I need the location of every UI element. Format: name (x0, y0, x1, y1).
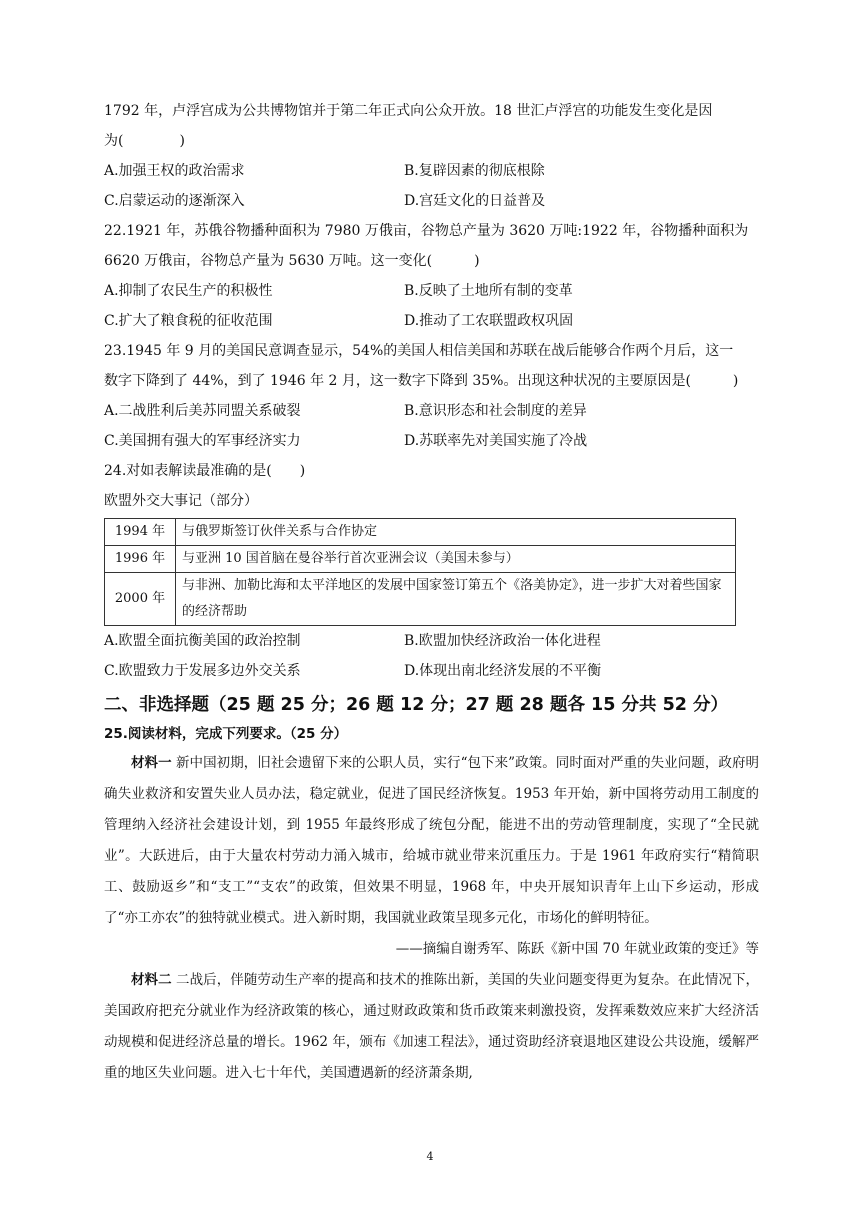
q24-option-b: B.欧盟加快经济政治一体化进程 (404, 633, 601, 649)
table-row (105, 573, 736, 626)
q24-option-d: D.体现出南北经济发展的不平衡 (404, 663, 602, 679)
section-heading: 二、非选择题（25 题 25 分；26 题 12 分；27 题 28 题各 15 分共 52 分） (104, 695, 729, 715)
material-one-source: ——摘编自谢秀军、陈跃《新中国 70 年就业政策的变迁》等 (395, 941, 759, 957)
q22-option-a: A.抑制了农民生产的积极性 (104, 283, 273, 299)
q24-option-c: C.欧盟致力于发展多边外交关系 (104, 663, 301, 679)
events-table (104, 518, 736, 626)
material-one-paragraph (104, 748, 759, 934)
q22-options-row-1 (104, 276, 759, 306)
q22-option-d: D.推动了工农联盟政权巩固 (404, 313, 574, 329)
q24-options-row-2 (104, 656, 759, 686)
table-event-cell: 与亚洲 10 国首脑在曼谷举行首次亚洲会议（美国未参与） (176, 546, 736, 573)
q23-options-row-2 (104, 426, 759, 456)
q21-options-row-2 (104, 186, 759, 216)
q24-option-a: A.欧盟全面抗衡美国的政治控制 (104, 633, 301, 649)
page-number: 4 (426, 1150, 434, 1163)
q22-options-row-2 (104, 306, 759, 336)
q24-options-row-1 (104, 626, 759, 656)
q22-option-b: B.反映了土地所有制的变革 (404, 283, 573, 299)
q23-stem-line-2: 数字下降到了 44%，到了 1946 年 2 月，这一数字下降到 35%。出现这种状况的主要原因是( ) (104, 373, 739, 389)
q22-stem-line-2: 6620 万俄亩，谷物总产量为 5630 万吨。这一变化( ) (104, 253, 480, 269)
q21-option-a: A.加强王权的政治需求 (104, 163, 245, 179)
q23-option-d: D.苏联率先对美国实施了冷战 (404, 433, 588, 449)
table-row (105, 519, 736, 546)
q21-option-b: B.复辟因素的彻底根除 (404, 163, 545, 179)
material-one-label: 材料一 (131, 755, 172, 771)
q23-option-b: B.意识形态和社会制度的差异 (404, 403, 587, 419)
intro-line-1: 1792 年，卢浮宫成为公共博物馆并于第二年正式向公众开放。18 世汇卢浮宫的功能发生变化是因 (104, 103, 713, 119)
document-page (104, 96, 759, 1089)
material-two-label: 材料二 (131, 972, 172, 988)
q23-options-row-1 (104, 396, 759, 426)
q23-option-a: A.二战胜利后美苏同盟关系破裂 (104, 403, 301, 419)
table-row (105, 546, 736, 573)
q22-option-c: C.扩大了粮食税的征收范围 (104, 313, 273, 329)
table-year-cell: 1996 年 (105, 546, 176, 573)
table-year-cell: 1994 年 (105, 519, 176, 546)
material-one-text: 新中国初期，旧社会遗留下来的公职人员，实行“包下来”政策。同时面对严重的失业问题，政府明确失业救济和安置失业人员办法，稳定就业，促进了国民经济恢复。1953 年开始，新中国将劳动用工制度的管理纳入经济社会建设计划，到 1955 年最终形成了统包分配，能进不出的劳动管理制度，实现了“全民就业”。大跃进后，由于大量农村劳动力涌入城市，给城市就业带来沉重压力。于是 1961 年政府实行“精简职工、鼓励返乡”和“支工”“支农”的政策，但效果不明显，1968 年，中央开展知识青年上山下乡运动，形成了“亦工亦农”的独特就业模式。进入新时期，我国就业政策呈现多元化，市场化的鲜明特征。 (104, 755, 759, 926)
q21-option-d: D.宫廷文化的日益普及 (404, 193, 546, 209)
intro-line-2: 为( ) (104, 133, 185, 149)
table-caption: 欧盟外交大事记（部分） (104, 493, 258, 509)
material-two-paragraph (104, 965, 759, 1089)
q21-option-c: C.启蒙运动的逐渐深入 (104, 193, 245, 209)
table-event-cell: 与非洲、加勒比海和太平洋地区的发展中国家签订第五个《洛美协定》，进一步扩大对着些国家的经济帮助 (176, 573, 736, 626)
table-event-cell: 与俄罗斯签订伙伴关系与合作协定 (176, 519, 736, 546)
q24-stem: 24.对如表解读最准确的是( ) (104, 463, 306, 479)
q22-stem-line-1: 22.1921 年，苏俄谷物播种面积为 7980 万俄亩，谷物总产量为 3620 万吨:1922 年，谷物播种面积为 (104, 223, 749, 239)
q21-options-row-1 (104, 156, 759, 186)
q23-stem-line-1: 23.1945 年 9 月的美国民意调查显示，54%的美国人相信美国和苏联在战后能够合作两个月后，这一 (104, 343, 734, 359)
q23-option-c: C.美国拥有强大的军事经济实力 (104, 433, 301, 449)
q25-stem: 25.阅读材料，完成下列要求。（25 分） (104, 726, 348, 742)
material-two-text: 二战后，伴随劳动生产率的提高和技术的推陈出新，美国的失业问题变得更为复杂。在此情况下，美国政府把充分就业作为经济政策的核心，通过财政政策和货币政策来刺激投资，发挥乘数效应来扩大经济活动规模和促进经济总量的增长。1962 年，颁布《加速工程法》，通过资助经济衰退地区建设公共设施，缓解严重的地区失业问题。进入七十年代，美国遭遇新的经济萧条期, (104, 972, 760, 1081)
table-year-cell: 2000 年 (105, 573, 176, 626)
